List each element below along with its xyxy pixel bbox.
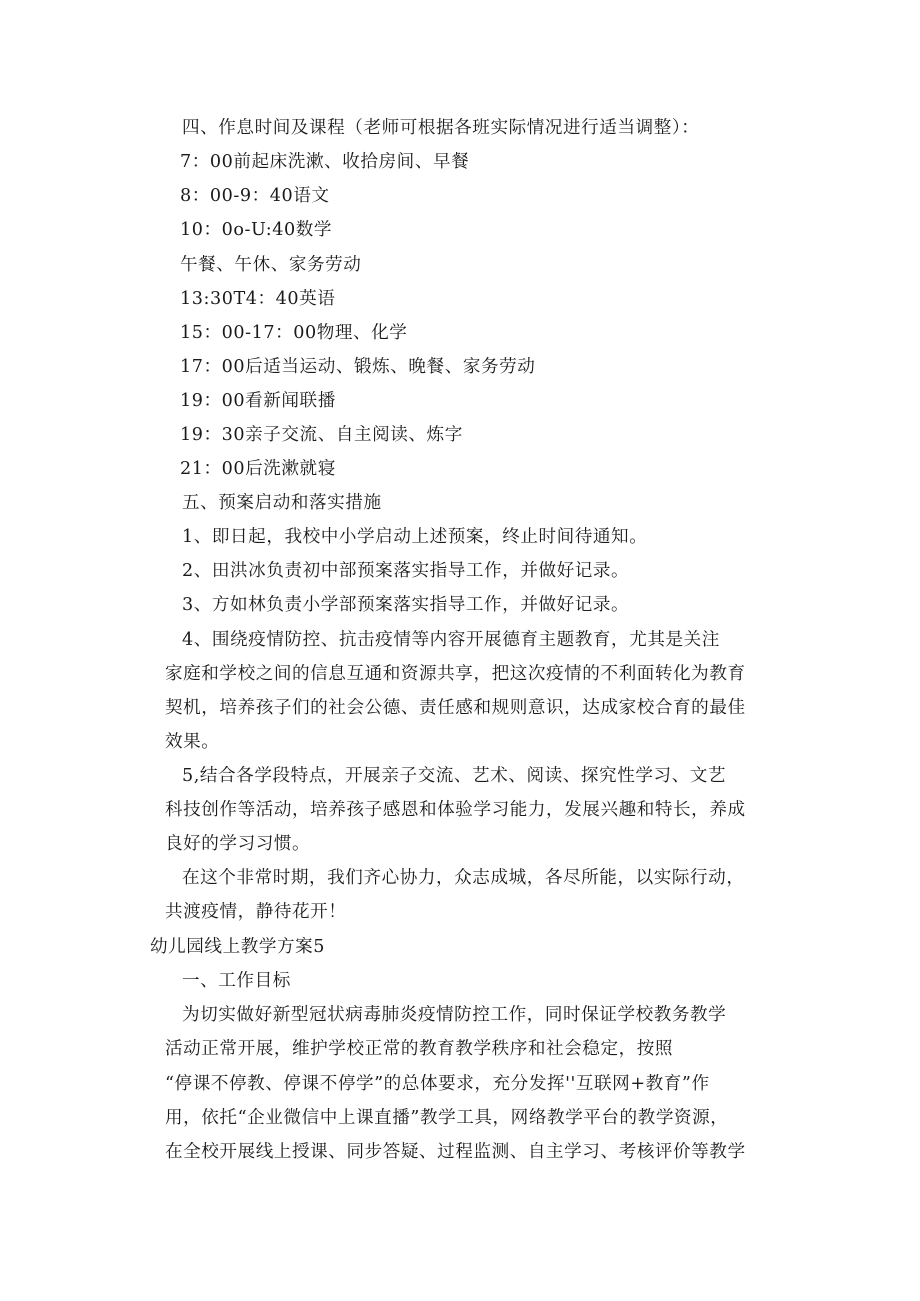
- plan5-title: 幼儿园线上教学方案5: [150, 937, 326, 957]
- plan5-section-heading: 一、工作目标: [182, 971, 291, 991]
- measure-item-4-line: 效果。: [165, 732, 220, 752]
- schedule-item: 8：00-9：40语文: [180, 186, 330, 206]
- plan5-paragraph-line: 用，依托“企业微信中上课直播”教学工具，网络教学平台的教学资源，: [165, 1108, 729, 1128]
- measure-item-4-line: 家庭和学校之间的信息互通和资源共享，把这次疫情的不利面转化为教育: [165, 664, 746, 684]
- plan5-paragraph-line: 为切实做好新型冠状病毒肺炎疫情防控工作，同时保证学校教务教学: [182, 1005, 727, 1025]
- closing-line: 共渡疫情，静待花开！: [165, 902, 347, 922]
- measure-item-3: 3、方如林负责小学部预案落实指导工作，并做好记录。: [182, 595, 630, 615]
- schedule-item: 7：00前起床洗漱、收拾房间、早餐: [180, 152, 470, 172]
- measure-item-5-line: 良好的学习习惯。: [165, 834, 311, 854]
- plan5-paragraph-line: 活动正常开展，维护学校正常的教育教学秩序和社会稳定，按照: [165, 1039, 674, 1059]
- schedule-item: 17：00后适当运动、锻炼、晚餐、家务劳动: [180, 357, 536, 377]
- plan5-paragraph-line: “停课不停教、停课不停学”的总体要求，充分发挥''互联网+教育”作: [165, 1074, 710, 1094]
- closing-line: 在这个非常时期，我们齐心协力，众志成城，各尽所能，以实际行动，: [182, 868, 745, 888]
- measure-item-4-line: 契机，培养孩子们的社会公德、责任感和规则意识，达成家校合育的最佳: [165, 698, 746, 718]
- measures-heading: 五、预案启动和落实措施: [182, 493, 382, 513]
- measure-item-5-line: 5,结合各学段特点，开展亲子交流、艺术、阅读、探究性学习、文艺: [182, 766, 727, 786]
- schedule-item: 19：00看新闻联播: [180, 391, 336, 411]
- schedule-item: 午餐、午休、家务劳动: [180, 255, 362, 275]
- schedule-item: 19：30亲子交流、自主阅读、炼字: [180, 425, 463, 445]
- measure-item-2: 2、田洪冰负责初中部预案落实指导工作，并做好记录。: [182, 561, 630, 581]
- schedule-item: 10：0o-U:40数学: [180, 220, 333, 240]
- plan5-paragraph-line: 在全校开展线上授课、同步答疑、过程监测、自主学习、考核评价等教学: [165, 1142, 746, 1162]
- measure-item-1: 1、即日起，我校中小学启动上述预案，终止时间待通知。: [182, 527, 648, 547]
- schedule-heading: 四、作息时间及课程（老师可根据各班实际情况进行适当调整）：: [182, 118, 700, 138]
- schedule-item: 13:30T4：40英语: [180, 289, 336, 309]
- measure-item-4-line: 4、围绕疫情防控、抗击疫情等内容开展德育主题教育，尤其是关注: [182, 630, 720, 650]
- schedule-item: 15：00-17：00物理、化学: [180, 323, 408, 343]
- measure-item-5-line: 科技创作等活动，培养孩子感恩和体验学习能力，发展兴趣和特长，养成: [165, 800, 746, 820]
- schedule-item: 21：00后洗漱就寝: [180, 459, 336, 479]
